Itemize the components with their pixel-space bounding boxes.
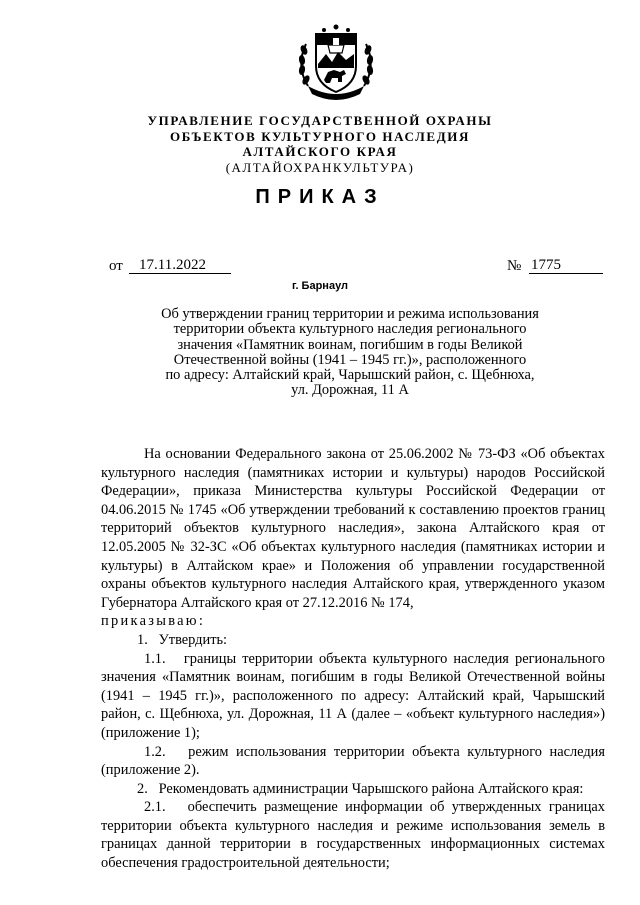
agency-line-2: ОБЪЕКТОВ КУЛЬТУРНОГО НАСЛЕДИЯ — [170, 128, 470, 144]
order-word: приказываю: — [101, 613, 206, 630]
agency-line-1: УПРАВЛЕНИЕ ГОСУДАРСТВЕННОЙ ОХРАНЫ — [147, 113, 493, 128]
subject-line: Об утверждении границ территории и режима использования — [161, 306, 539, 322]
subject-line: по адресу: Алтайский край, Чарышский район, с. Щебнюха, — [165, 367, 535, 384]
subject-line: ул. Дорожная, 11 А — [291, 382, 409, 399]
preamble-paragraph: На основании Федерального закона от 25.06.2002 № 73-ФЗ «Об объектах культурного наследия (памятниках истории и культуры) народов Российской Федерации», приказа Министерства культуры Российской Федерации от 04.06.2015 № 1745 «Об утверждении требований к составлению проектов границ территорий объектов культурного наследия», закона Алтайского края от 12.05.2005 № 32-ЗС «Об объектах культурного наследия (памятниках истории и культуры) в Алтайском крае» и Положения об управлении государственной охраны объектов культурного наследия Алтайского края, утвержденного указом Губернатора Алтайского края от 27.12.2016 № 174, — [101, 446, 605, 611]
order-date: 17.11.2022 — [129, 258, 231, 274]
clause-1-2: 1.2. режим использования территории объекта культурного наследия (приложение 2). — [101, 743, 605, 779]
clause-2: 2. Рекомендовать администрации Чарышского района Алтайского края: — [137, 780, 584, 797]
agency-name — [0, 113, 640, 175]
number-label: № — [507, 258, 522, 274]
agency-line-3: АЛТАЙСКОГО КРАЯ — [242, 144, 398, 159]
order-number: 1775 — [529, 258, 603, 274]
clause-1: 1. Утвердить: — [137, 631, 228, 648]
agency-abbreviation: (АЛТАЙОХРАНКУЛЬТУРА) — [225, 159, 415, 175]
clause-2-1: 2.1. обеспечить размещение информации об утвержденных границах территории объекта культурного наследия и режиме использования земель в границах данной территории в государственных информационных системах обеспечения градостроительной деятельности; — [101, 799, 605, 872]
subject-line: Отечественной войны (1941 – 1945 гг.)», расположенного — [173, 351, 527, 368]
altai-krai-coat-of-arms-icon — [294, 20, 378, 104]
order-body — [101, 445, 605, 873]
subject-line: территории объекта культурного наследия регионального — [173, 321, 527, 338]
date-label: от — [109, 258, 123, 274]
city: г. Барнаул — [291, 280, 349, 292]
order-subject — [140, 307, 560, 399]
subject-line: значения «Памятник воинам, погибшим в годы Великой — [177, 336, 523, 353]
clause-1-1: 1.1. границы территории объекта культурного наследия регионального значения «Памятник воинам, погибшим в годы Великой Отечественной войны (1941 – 1945 гг.)», расположенного по адресу: Алтайский край, Чарышский район, с. Щебнюха, ул. Дорожная, 11 А (далее – «объект культурного наследия») (приложение 1); — [101, 650, 605, 741]
document-type-title: ПРИКАЗ — [255, 186, 385, 208]
